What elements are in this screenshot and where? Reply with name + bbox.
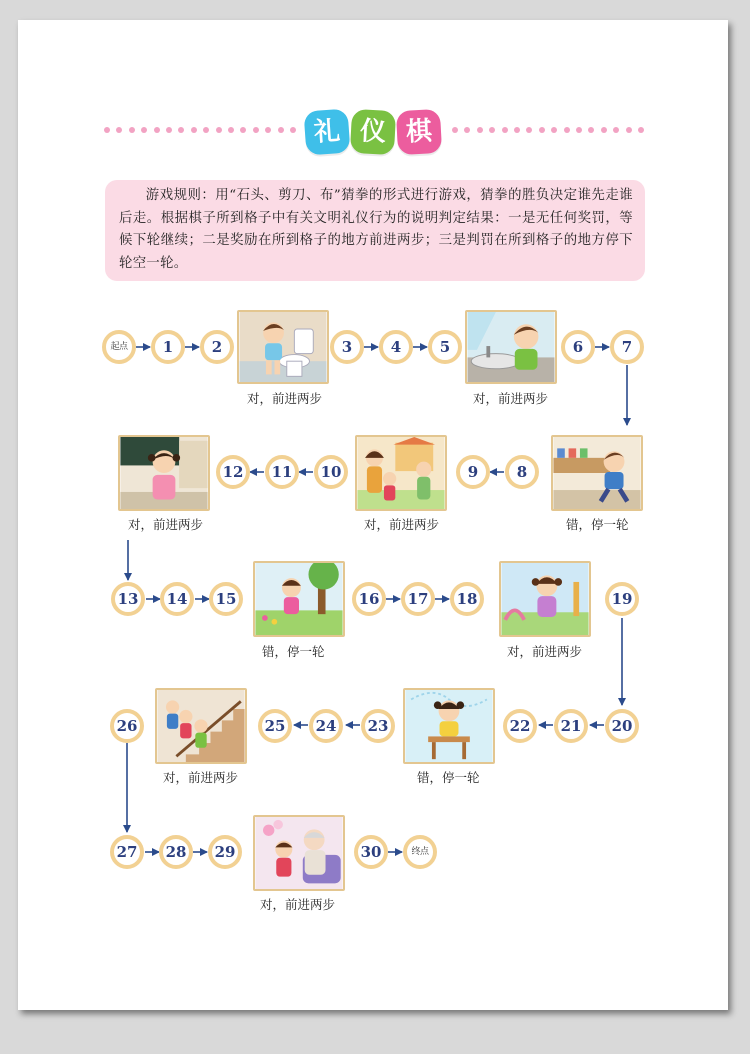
child-running-indoors-illustration [553, 437, 641, 509]
cell-21: 21 [554, 709, 588, 743]
title-dot [588, 127, 594, 133]
cell-29: 29 [208, 835, 242, 869]
title-dot [477, 127, 483, 133]
cell-8: 8 [505, 455, 539, 489]
girl-picking-flowers-illustration [255, 563, 343, 635]
title-dot [564, 127, 570, 133]
title-dot [154, 127, 160, 133]
cell-20: 20 [605, 709, 639, 743]
title-dot [278, 127, 284, 133]
cell-5: 5 [428, 330, 462, 364]
title-dot [216, 127, 222, 133]
game-rules: 游戏规则：用“石头、剪刀、布”猜拳的形式进行游戏，猜拳的胜负决定谁先走谁后走。根据棋子所到格子中有关文明礼仪行为的说明判定结果：一是无任何奖罚，等候下轮继续；二是奖励在所到格子的地方前进两步；三是判罚在所到格子的地方停下轮空一轮。 [105, 180, 645, 281]
cell-14: 14 [160, 582, 194, 616]
cell-1: 1 [151, 330, 185, 364]
mother-child-picture [355, 435, 447, 511]
washing-hands-picture [465, 310, 557, 384]
caption-blackboard-girl: 对，前进两步 [128, 517, 204, 532]
title-dot [464, 127, 470, 133]
caption-running-indoors: 错，停一轮 [566, 517, 629, 532]
cell-25: 25 [258, 709, 292, 743]
cell-24: 24 [309, 709, 343, 743]
cell-30: 30 [354, 835, 388, 869]
title-dot [129, 127, 135, 133]
caption-stairs-line: 对，前进两步 [163, 770, 239, 785]
caption-mother-child: 对，前进两步 [364, 517, 440, 532]
cell-18: 18 [450, 582, 484, 616]
title-dot [638, 127, 644, 133]
title-dot [253, 127, 259, 133]
running-indoors-picture [551, 435, 643, 511]
caption-picking-flowers: 错，停一轮 [262, 644, 325, 659]
title-dot [265, 127, 271, 133]
title-dots-left [104, 127, 299, 135]
title-dot [191, 127, 197, 133]
cell-27: 27 [110, 835, 144, 869]
cell-end: 终点 [403, 835, 437, 869]
mother-and-child-greeting-illustration [357, 437, 445, 509]
cell-17: 17 [401, 582, 435, 616]
cell-4: 4 [379, 330, 413, 364]
title-dot [141, 127, 147, 133]
girl-by-blackboard-illustration [120, 437, 208, 509]
cell-2: 2 [200, 330, 234, 364]
title-dot [116, 127, 122, 133]
caption-desk-girl: 错，停一轮 [417, 770, 480, 785]
title-dot [452, 127, 458, 133]
cell-19: 19 [605, 582, 639, 616]
cell-13: 13 [111, 582, 145, 616]
stairs-line-picture [155, 688, 247, 764]
helping-grandma-picture [253, 815, 345, 891]
title-dot [601, 127, 607, 133]
title-dot [613, 127, 619, 133]
cell-28: 28 [159, 835, 193, 869]
title-dot [626, 127, 632, 133]
title-dot [166, 127, 172, 133]
title-dot [290, 127, 296, 133]
child-washing-hands-illustration [467, 312, 555, 382]
cell-11: 11 [265, 455, 299, 489]
cell-15: 15 [209, 582, 243, 616]
title-dots-right [452, 127, 647, 135]
children-walking-stairs-illustration [157, 690, 245, 762]
cell-7: 7 [610, 330, 644, 364]
title-dot [178, 127, 184, 133]
title-char-1: 礼 [304, 109, 351, 156]
title-dot [203, 127, 209, 133]
title-dot [539, 127, 545, 133]
title-dot [502, 127, 508, 133]
caption-washing-hands: 对，前进两步 [473, 391, 549, 406]
playground-girl-picture [499, 561, 591, 637]
title-char-2: 仪 [350, 109, 396, 155]
child-helping-grandparent-illustration [255, 817, 343, 889]
cell-start: 起点 [102, 330, 136, 364]
girl-on-playground-illustration [501, 563, 589, 635]
cell-16: 16 [352, 582, 386, 616]
cell-22: 22 [503, 709, 537, 743]
blackboard-girl-picture [118, 435, 210, 511]
caption-playground-girl: 对，前进两步 [507, 644, 583, 659]
cell-26: 26 [110, 709, 144, 743]
cell-23: 23 [361, 709, 395, 743]
cell-9: 9 [456, 455, 490, 489]
cell-10: 10 [314, 455, 348, 489]
title-dot [228, 127, 234, 133]
title-dot [104, 127, 110, 133]
cell-6: 6 [561, 330, 595, 364]
title-dot [489, 127, 495, 133]
title-char-3: 棋 [396, 109, 442, 155]
title-dot [576, 127, 582, 133]
picking-flowers-picture [253, 561, 345, 637]
caption-helping-grandma: 对，前进两步 [260, 897, 336, 912]
desk-girl-picture [403, 688, 495, 764]
title-dot [514, 127, 520, 133]
title-dot [551, 127, 557, 133]
caption-toilet: 对，前进两步 [247, 391, 323, 406]
title-dot [526, 127, 532, 133]
toilet-picture [237, 310, 329, 384]
girl-sitting-at-desk-illustration [405, 690, 493, 762]
cell-3: 3 [330, 330, 364, 364]
title-dot [240, 127, 246, 133]
cell-12: 12 [216, 455, 250, 489]
child-using-toilet-illustration [239, 312, 327, 382]
